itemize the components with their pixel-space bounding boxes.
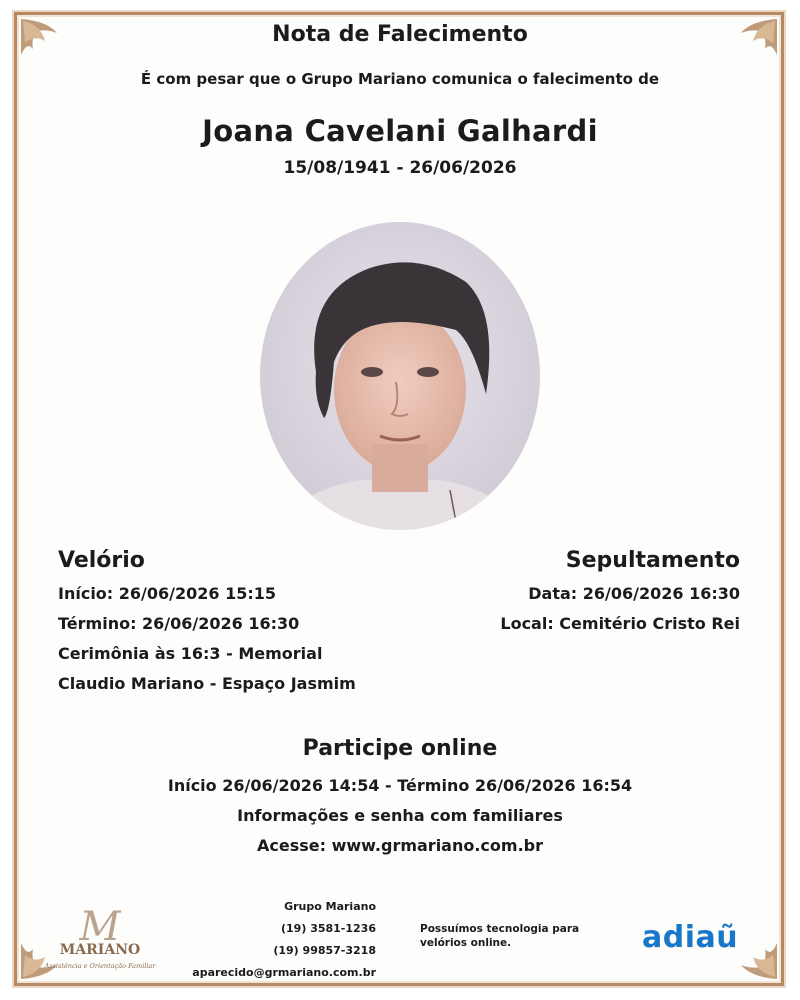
- velorio-line: Claudio Mariano - Espaço Jasmim: [58, 674, 356, 693]
- email[interactable]: aparecido@grmariano.com.br: [192, 966, 376, 979]
- deceased-name: Joana Cavelani Galhardi: [202, 114, 598, 148]
- sepultamento-line: Data: 26/06/2026 16:30: [528, 584, 740, 603]
- adiau-logo: adiaũ: [642, 920, 739, 955]
- tech-text: Possuímos tecnologia para velórios online.: [420, 923, 580, 949]
- page-title: Nota de Falecimento: [272, 22, 528, 47]
- sepultamento-section: [380, 548, 740, 639]
- mariano-logo: [44, 902, 156, 976]
- phone-2: (19) 99857-3218: [273, 944, 376, 957]
- velorio-section: [58, 548, 418, 699]
- online-time: Início 26/06/2026 14:54 - Término 26/06/2026 16:54: [167, 776, 633, 795]
- intro-text: É com pesar que o Grupo Mariano comunica o falecimento de: [140, 70, 660, 88]
- company-name: Grupo Mariano: [284, 900, 376, 913]
- sepultamento-heading: Sepultamento: [565, 548, 740, 573]
- life-dates: 15/08/1941 - 26/06/2026: [283, 158, 517, 178]
- logo-text: MARIANO: [59, 942, 141, 958]
- contact-block: [192, 896, 376, 984]
- velorio-line: Cerimônia às 16:3 - Memorial: [58, 644, 323, 663]
- phone-1: (19) 3581-1236: [281, 922, 376, 935]
- portrait-photo: [260, 222, 540, 530]
- velorio-line: Término: 26/06/2026 16:30: [58, 614, 300, 633]
- svg-text:M: M: [79, 904, 121, 950]
- online-info: Informações e senha com familiares: [237, 806, 563, 825]
- velorio-heading: Velório: [58, 548, 145, 573]
- velorio-line: Início: 26/06/2026 15:15: [58, 584, 277, 603]
- sepultamento-line: Local: Cemitério Cristo Rei: [500, 614, 740, 633]
- logo-tagline: Assistência e Orientação Familiar: [44, 962, 156, 970]
- online-site-link[interactable]: Acesse: www.grmariano.com.br: [257, 836, 543, 855]
- online-heading: Participe online: [302, 736, 498, 761]
